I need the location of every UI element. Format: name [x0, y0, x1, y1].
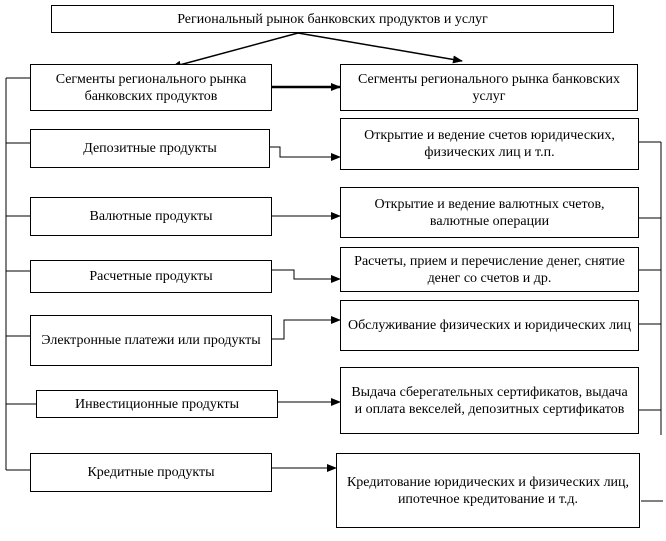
right-header-text: Сегменты регионального рынка банковских услуг	[357, 71, 621, 104]
product-label: Валютные продукты	[89, 209, 213, 224]
left-header-text: Сегменты регионального рынка банковских продуктов	[55, 71, 247, 104]
service-box-currency-accounts	[340, 187, 639, 238]
arrow-title-to-right-header	[298, 33, 462, 61]
arrow-electronic	[272, 320, 340, 339]
service-box-settlements	[340, 247, 639, 292]
arrow-deposit	[270, 147, 340, 157]
service-label: Открытие и ведение валютных счетов, валютные операции	[374, 196, 605, 229]
product-box-currency	[30, 197, 272, 236]
service-label: Выдача сберегательных сертификатов, выдача и оплата векселей, депозитных сертификатов	[351, 384, 628, 417]
title-box	[51, 5, 614, 33]
product-label: Кредитные продукты	[87, 465, 215, 480]
product-label: Расчетные продукты	[89, 269, 213, 284]
product-label: Депозитные продукты	[83, 141, 217, 156]
product-box-settlement	[30, 260, 272, 293]
service-box-servicing	[340, 300, 639, 351]
service-label: Открытие и ведение счетов юридических, физических лиц и т.п.	[364, 128, 615, 160]
service-box-certificates	[340, 367, 639, 434]
service-label: Обслуживание физических и юридических лиц	[347, 318, 632, 333]
right-header-box	[340, 64, 638, 111]
service-label: Расчеты, прием и перечисление денег, снятие денег со счетов и др.	[354, 253, 625, 286]
title-text: Региональный рынок банковских продуктов и услуг	[177, 11, 488, 27]
product-box-deposit	[30, 129, 270, 168]
service-box-accounts	[340, 118, 639, 170]
product-label: Инвестиционные продукты	[75, 396, 239, 412]
service-label: Кредитование юридических и физических лиц, ипотечное кредитование и т.д.	[346, 474, 630, 507]
product-box-credit	[30, 453, 272, 492]
product-box-investment	[36, 390, 278, 418]
arrow-title-to-left-header	[172, 33, 298, 67]
product-label: Электронные платежи или продукты	[41, 333, 261, 348]
product-box-electronic	[30, 315, 272, 366]
service-box-crediting	[336, 453, 640, 528]
arrow-settlement	[272, 270, 340, 279]
left-header-box	[30, 64, 272, 111]
